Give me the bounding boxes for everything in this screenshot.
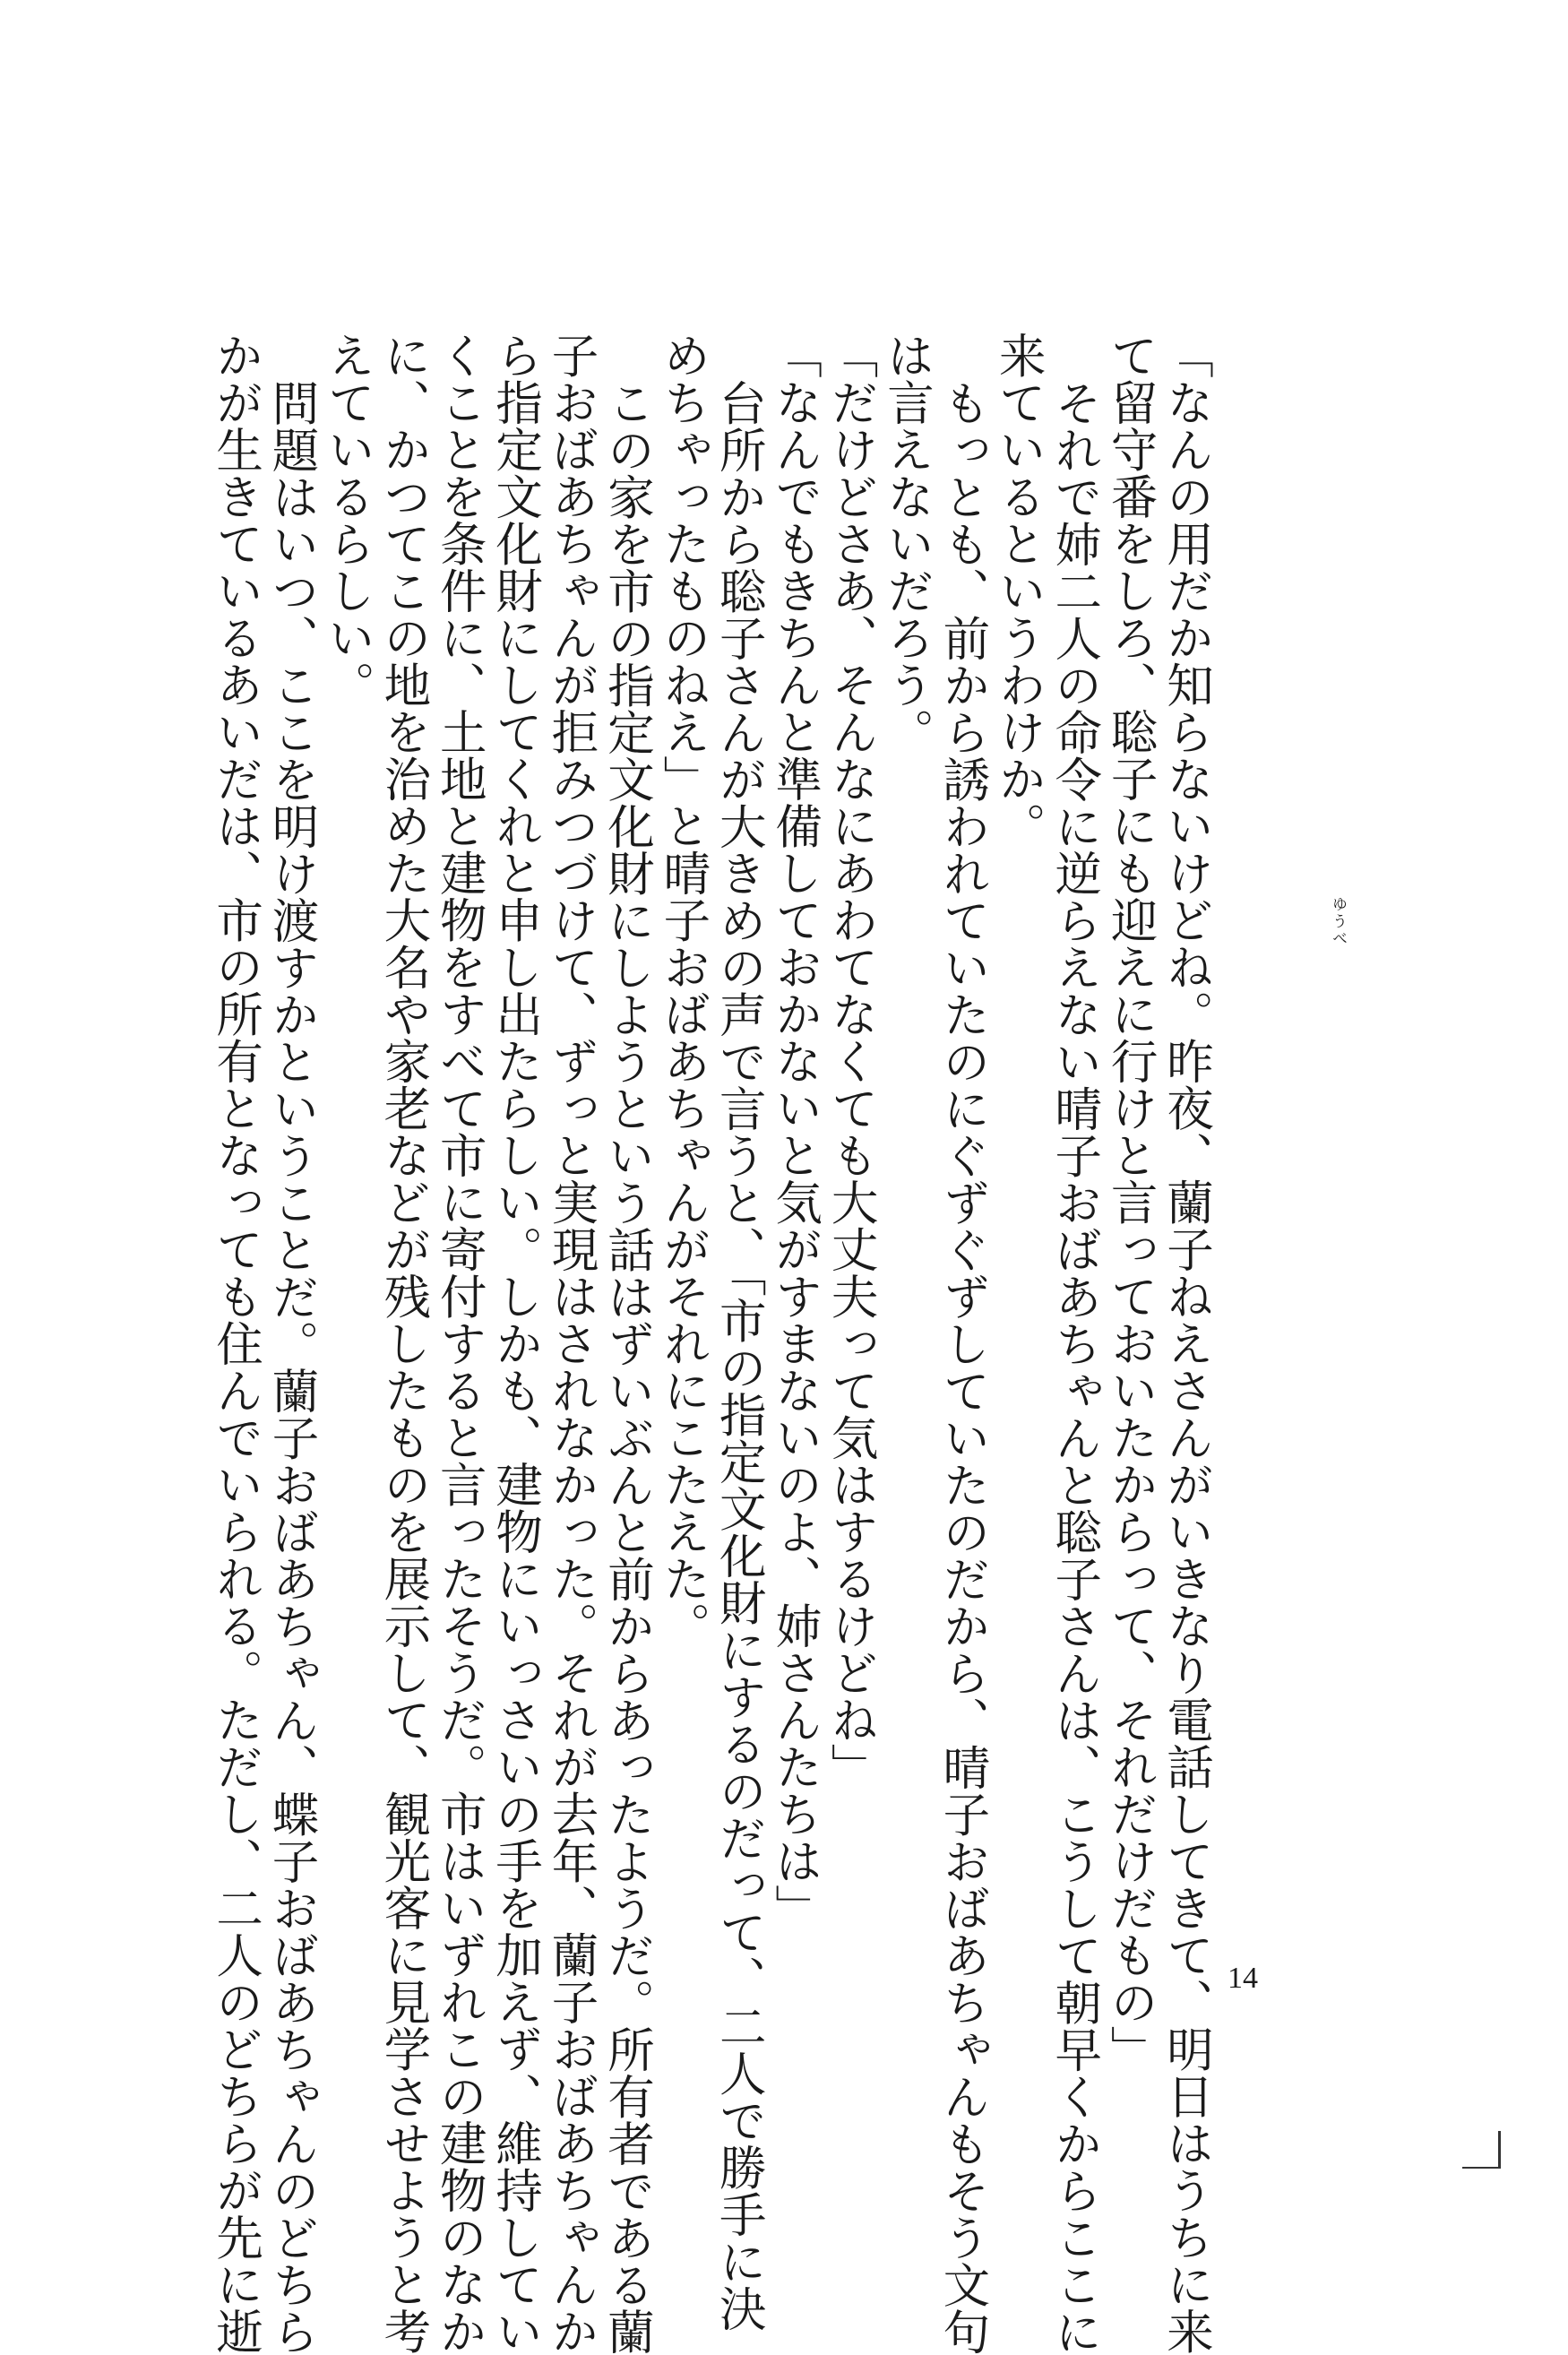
text-line: 「だけどさあ、そんなにあわてなくても大丈夫って気はするけどね」 bbox=[823, 332, 879, 1790]
text-line: この家を市の指定文化財にしようという話はずいぶんと前からあったようだ。所有者である蘭 bbox=[599, 378, 655, 2355]
text-line: もっとも、前から誘われていたのにぐずぐずしていたのだから、晴子おばあちゃんもそう文句 bbox=[935, 378, 991, 2355]
text-line: えているらしい。 bbox=[320, 332, 375, 708]
text-line: くことを条件に、土地と建物をすべて市に寄付すると言ったそうだ。市はいずれこの建物のなか bbox=[432, 332, 487, 2355]
text-line: それで姉二人の命令に逆らえない晴子おばあちゃんと聡子さんは、こうして朝早くからここに bbox=[1047, 378, 1103, 2355]
text-line: かが生きているあいだは、市の所有となっても住んでいられる。ただし、二人のどちらが先に逝 bbox=[209, 332, 264, 2355]
text-line: 台所から聡子さんが大きめの声で言うと、「市の指定文化財にするのだって、二人で勝手に決 bbox=[711, 378, 767, 2332]
text-line: ら指定文化財にしてくれと申し出たらしい。しかも、建物にいっさいの手を加えず、維持してい bbox=[488, 332, 544, 2355]
text-line: 子おばあちゃんが拒みつづけて、ずっと実現はされなかった。それが去年、蘭子おばあちゃんか bbox=[544, 332, 599, 2355]
vertical-text-block bbox=[209, 332, 1214, 2355]
text-line: に、かつてこの地を治めた大名や家老などが残したものを展示して、観光客に見学させようと考 bbox=[376, 332, 432, 2355]
scan-crop-mark-vertical bbox=[1498, 2131, 1501, 2169]
text-line: は言えないだろう。 bbox=[879, 332, 935, 755]
text-line: 問題はいつ、ここを明け渡すかということだ。蘭子おばあちゃん、蝶子おばあちゃんのどちら bbox=[264, 378, 320, 2355]
ruby-gloss: ゆうべ bbox=[1329, 896, 1347, 947]
text-line: 「なんの用だか知らないけどね。昨夜、蘭子ねえさんがいきなり電話してきて、明日はうちに来 bbox=[1159, 332, 1214, 2355]
text-line: て留守番をしろ、聡子にも迎えに行けと言っておいたからって、それだけだもの」 bbox=[1103, 332, 1159, 2073]
text-line: めちゃったものねえ」と晴子おばあちゃんがそれにこたえた。 bbox=[656, 332, 711, 1649]
scan-crop-mark-horizontal bbox=[1462, 2167, 1498, 2169]
text-line: 来ているというわけか。 bbox=[991, 332, 1047, 850]
text-line: 「なんでもきちんと準備しておかないと気がすまないのよ、姉さんたちは」 bbox=[768, 332, 823, 1931]
page-number: 14 bbox=[1228, 1962, 1258, 1995]
